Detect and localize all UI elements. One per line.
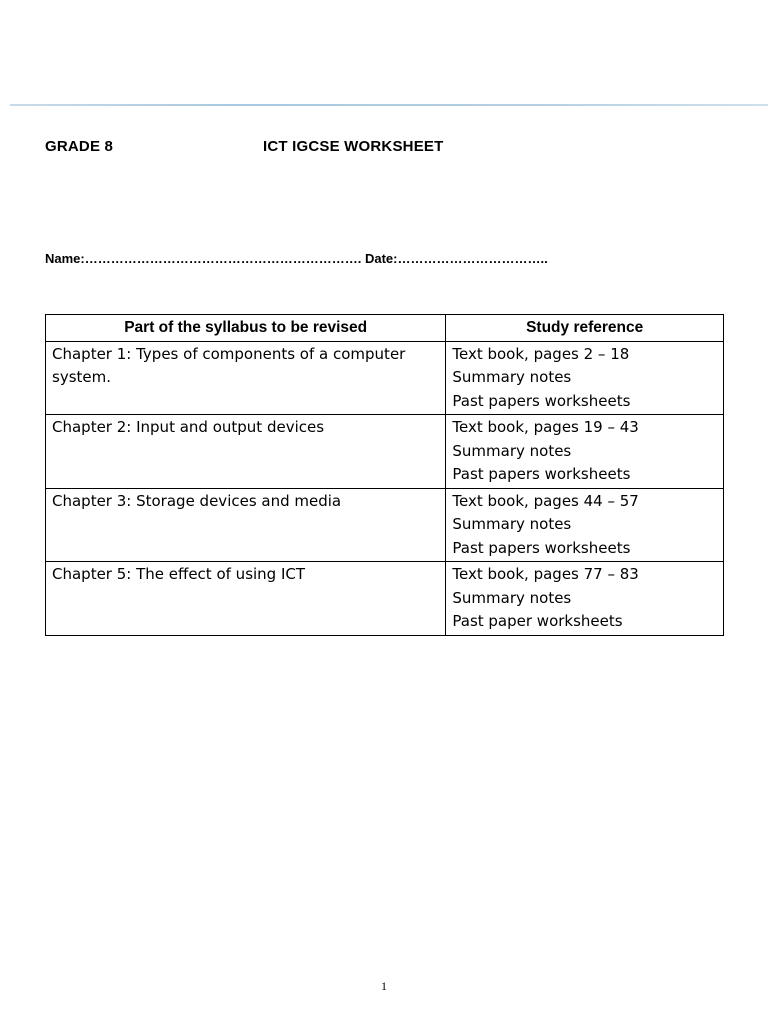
table-row (46, 488, 724, 562)
reference-line: Text book, pages 44 – 57 (452, 491, 639, 510)
table-row (46, 341, 724, 415)
grade-label: GRADE 8 (45, 138, 114, 155)
syllabus-part-cell: Chapter 3: Storage devices and media (46, 488, 446, 562)
table-header-row (46, 315, 724, 342)
reference-line: Summary notes (452, 588, 572, 607)
syllabus-table (45, 314, 724, 636)
reference-line: Summary notes (452, 515, 572, 533)
column-header-reference: Study reference (446, 315, 724, 342)
study-reference-cell (446, 415, 724, 489)
worksheet-title: ICT IGCSE WORKSHEET (263, 138, 444, 155)
reference-line: Text book, pages 2 – 18 (452, 344, 630, 363)
reference-line: Summary notes (452, 441, 572, 460)
syllabus-part-cell: Chapter 1: Types of components of a computer system. (46, 341, 446, 415)
reference-line: Past papers worksheets (452, 538, 631, 557)
reference-line: Past paper worksheets (452, 612, 623, 630)
reference-line: Text book, pages 19 – 43 (452, 418, 639, 436)
syllabus-part-cell: Chapter 5: The effect of using ICT (46, 562, 446, 636)
reference-line: Past papers worksheets (452, 465, 631, 483)
syllabus-part-cell: Chapter 2: Input and output devices (46, 415, 446, 489)
column-header-part: Part of the syllabus to be revised (46, 315, 446, 342)
study-reference-cell (446, 488, 724, 562)
header-rule (10, 104, 768, 106)
reference-line: Summary notes (452, 368, 572, 386)
reference-line: Text book, pages 77 – 83 (452, 565, 639, 583)
reference-line: Past papers worksheets (452, 391, 631, 410)
page-number: 1 (381, 979, 387, 993)
study-reference-cell (446, 562, 724, 636)
name-date-line: Name:………………………………………………………. Date:…………………………….. (45, 251, 548, 266)
study-reference-cell (446, 341, 724, 415)
table-row (46, 415, 724, 489)
table-row (46, 562, 724, 636)
